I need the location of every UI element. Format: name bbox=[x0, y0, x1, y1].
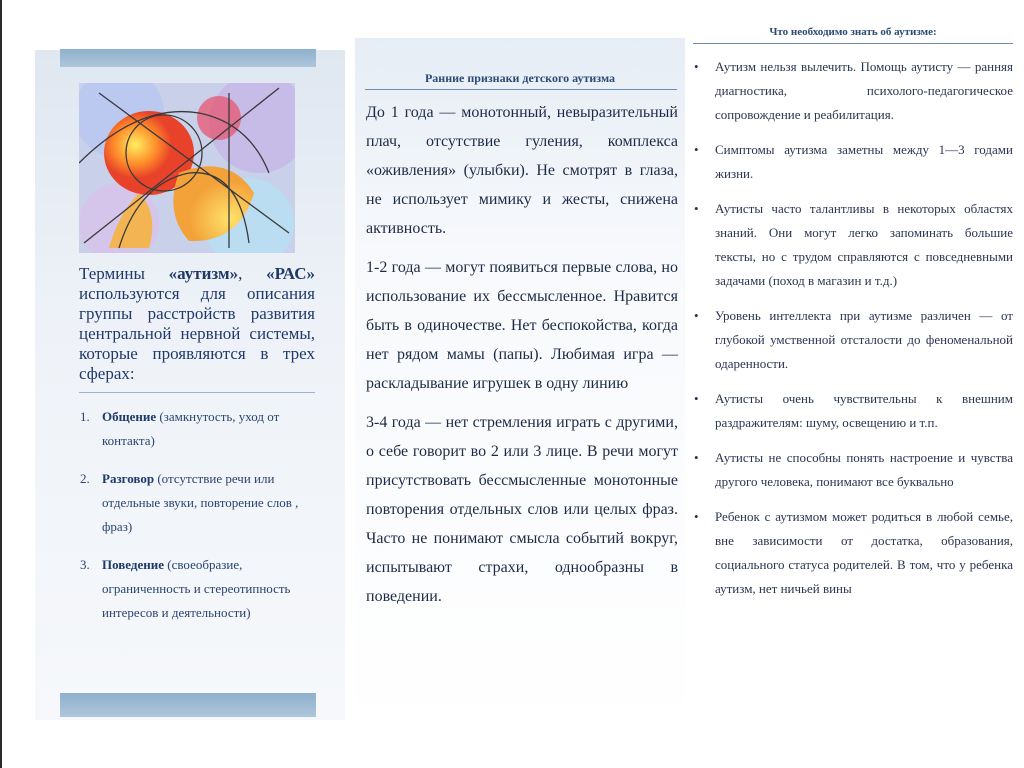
fact-text: Аутизм нельзя вылечить. Помощь аутисту — ранняя диагностика, психолого-педагогическое сопровождение и реабилитация. bbox=[715, 59, 1013, 122]
left-divider bbox=[79, 392, 315, 393]
fact-text: Аутисты часто талантливы в некоторых областях знаний. Они могут легко запоминать большие тексты, но с трудом справляются с повседневными задачами (поход в магазин и т.д.) bbox=[715, 201, 1013, 288]
list-item bbox=[693, 197, 1013, 293]
sphere-description: (отсутствие речи или отдельные звуки, повторение слов , фраз) bbox=[102, 471, 299, 534]
list-item bbox=[693, 387, 1013, 435]
term-autism: «аутизм» bbox=[168, 264, 239, 283]
early-signs-title: Ранние признаки детского аутизма bbox=[424, 71, 616, 85]
illustration-svg bbox=[79, 83, 295, 253]
list-number: 1. bbox=[80, 409, 90, 424]
sphere-title: Общение bbox=[102, 409, 157, 424]
bullet-icon: • bbox=[694, 509, 699, 524]
intro-prefix: Термины bbox=[79, 264, 169, 283]
list-item bbox=[80, 405, 320, 453]
bullet-icon: • bbox=[694, 391, 699, 406]
autism-terms-intro bbox=[79, 264, 315, 384]
fact-text: Аутисты очень чувствительны к внешним раздражителям: шуму, освещению и т.п. bbox=[715, 391, 1013, 430]
age-paragraph: 3-4 года — нет стремления играть с другими, о себе говорит во 2 или 3 лице. В речи могут присутствовать бессмысленные монотонные повторения отдельных слов или целых фраз. Часто не понимают смысла событий вокруг, испытывают страхи, однообразны в поведении. bbox=[366, 414, 678, 605]
bullet-icon: • bbox=[694, 142, 699, 157]
sphere-description: (своеобразие, ограниченность и стереотипность интересов и деятельности) bbox=[102, 557, 291, 620]
age-paragraph: До 1 года — монотонный, невыразительный плач, отсутствие гуления, комплекса «оживления» (улыбки). Не смотрят в глаза, не использует мимику и жесты, снижена активность. bbox=[366, 104, 678, 237]
bullet-icon: • bbox=[694, 450, 699, 465]
fact-text: Симптомы аутизма заметны между 1—3 годами жизни. bbox=[715, 142, 1013, 181]
list-item bbox=[80, 467, 320, 539]
facts-list bbox=[693, 55, 1013, 612]
intro-rest: используются для описания группы расстройств развития центральной нервной системы, которые проявляются в трех сферах: bbox=[79, 284, 315, 383]
fact-text: Ребенок с аутизмом может родиться в любой семье, вне зависимости от достатка, образования, социального статуса родителей. В том, что у ребенка аутизм, нет ничьей вины bbox=[715, 509, 1013, 596]
facts-title: Что необходимо знать об аутизме: bbox=[769, 26, 937, 38]
abstract-illustration-image bbox=[79, 83, 295, 253]
spheres-list bbox=[80, 405, 320, 639]
list-number: 2. bbox=[80, 471, 90, 486]
list-item bbox=[693, 138, 1013, 186]
list-item bbox=[693, 55, 1013, 127]
bullet-icon: • bbox=[694, 59, 699, 74]
middle-divider bbox=[365, 89, 677, 90]
early-signs-text bbox=[366, 98, 678, 621]
term-ras: «РАС» bbox=[266, 264, 315, 283]
left-panel-bottom-bar bbox=[60, 693, 316, 717]
bullet-icon: • bbox=[694, 308, 699, 323]
age-paragraph: 1-2 года — могут появиться первые слова, но использование их бессмысленное. Нравится быть в одиночестве. Нет беспокойства, когда нет рядом мамы (папы). Любимая игра — раскладывание игрушек в одну линию bbox=[366, 259, 678, 392]
sphere-description: (замкнутость, уход от контакта) bbox=[102, 409, 280, 448]
term-separator: , bbox=[238, 264, 267, 283]
fact-text: Уровень интеллекта при аутизме различен — от глубокой умственной отсталости до феноменальной одаренности. bbox=[715, 308, 1013, 371]
page-left-border bbox=[0, 0, 2, 768]
list-item bbox=[693, 446, 1013, 494]
left-panel-top-bar bbox=[60, 49, 316, 67]
bullet-icon: • bbox=[694, 201, 699, 216]
fact-text: Аутисты не способны понять настроение и чувства другого человека, понимают все буквально bbox=[715, 450, 1013, 489]
list-number: 3. bbox=[80, 557, 90, 572]
sphere-title: Разговор bbox=[102, 471, 155, 486]
list-item bbox=[80, 553, 320, 625]
list-item bbox=[693, 304, 1013, 376]
sphere-title: Поведение bbox=[102, 557, 165, 572]
right-divider bbox=[693, 43, 1013, 44]
list-item bbox=[693, 505, 1013, 601]
